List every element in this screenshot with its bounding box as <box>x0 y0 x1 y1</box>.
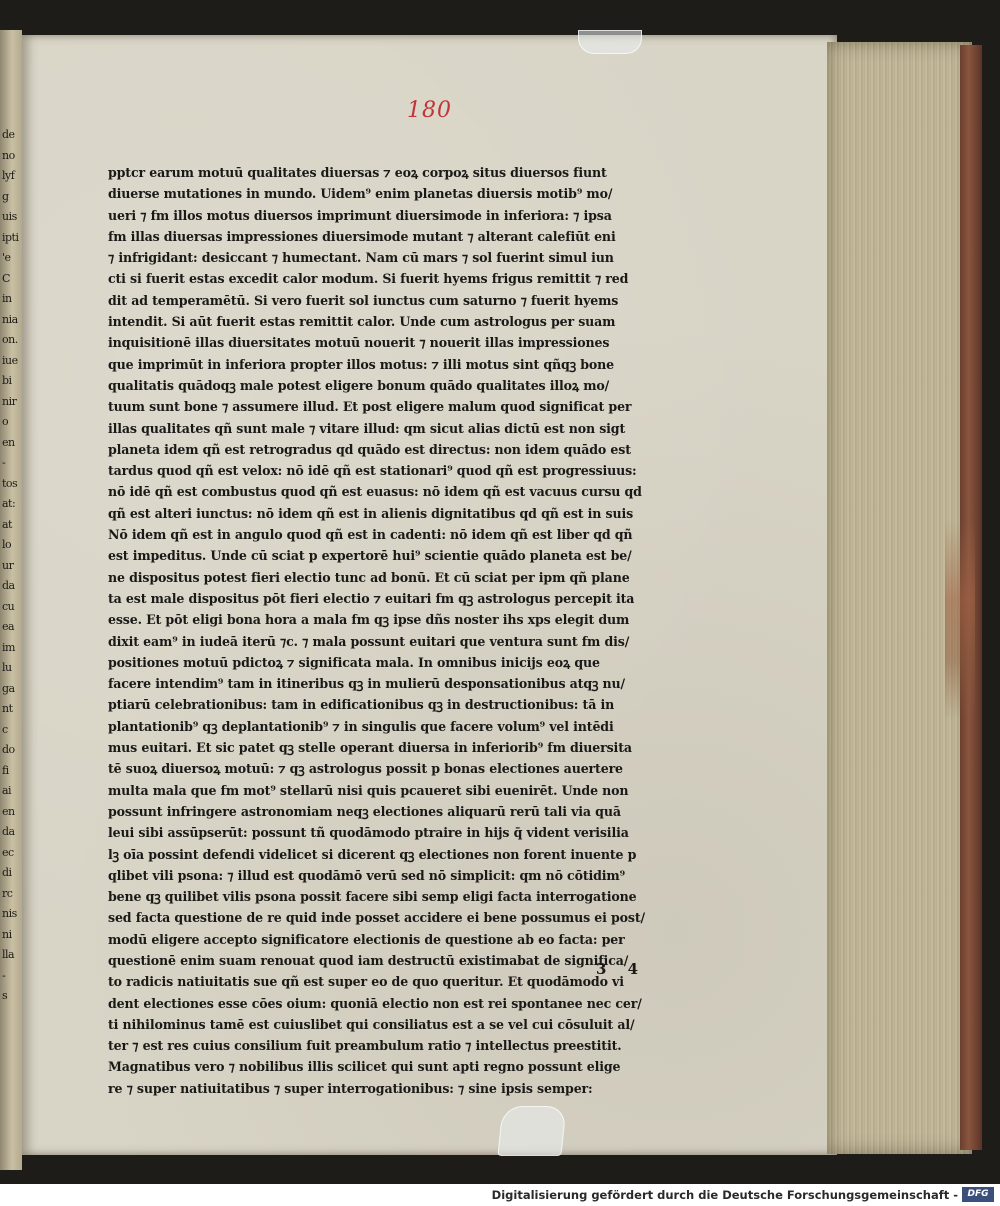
text-line: positiones motuū pdictoꝝ ⁊ significata mala. In omnibus inicijs eoꝝ que <box>108 654 600 670</box>
left-page-edge-text: de no lyf g uis ipti 'e C in nia on. iue bi nir o en - tos at: at lo ur da cu ea im lu ga nt c do fi ai en da ec di rc nis ni lla - s <box>2 128 19 1002</box>
text-line: nō idē qñ est combustus quod qñ est euasus: nō idem qñ est vacuus cursu qd <box>108 484 642 500</box>
text-line: pptcr earum motuū qualitates diuersas ⁊ eoꝝ corpoꝝ situs diuersos fiunt <box>108 165 607 180</box>
text-line: ter ⁊ est res cuius consilium fuit preambulum ratio ⁊ intellectus preestitit. <box>108 1038 622 1054</box>
text-line: qualitatis quādoqꝫ male potest eligere bonum quādo qualitates illoꝝ mo/ <box>108 377 610 393</box>
text-line: inquisitionē illas diuersitates motuū nouerit ⁊ nouerit illas impressiones <box>108 335 610 351</box>
text-line: diuerse mutationes in mundo. Uidem⁹ enim planetas diuersis motib⁹ mo/ <box>108 186 613 202</box>
text-line: tē suoꝝ diuersoꝝ motuū: ⁊ qꝫ astrologus possit p bonas electiones auertere <box>108 761 623 777</box>
text-line: qñ est alteri iunctus: nō idem qñ est in alienis dignitatibus qd qñ est in suis <box>108 505 634 521</box>
text-line: ptiarū celebrationibus: tam in edificationibus qꝫ in destructionibus: tā in <box>108 697 615 713</box>
text-line: cti si fuerit estas excedit calor modum. Si fuerit hyems frigus remittit ⁊ red <box>108 271 629 287</box>
text-line: plantationib⁹ qꝫ deplantationib⁹ ⁊ in singulis que facere volum⁹ vel intēdi <box>108 718 614 734</box>
text-line: est impeditus. Unde cū sciat p expertorē hui⁹ scientie quādo planeta est be/ <box>108 548 632 564</box>
dfg-logo: DFG <box>962 1187 994 1202</box>
text-line: ueri ⁊ fm illos motus diuersos imprimunt diuersimode in inferiora: ⁊ ipsa <box>108 207 612 223</box>
right-page <box>22 35 837 1155</box>
text-line: bene qꝫ quilibet vilis psona possit facere sibi semp eligi facta interrogatione <box>108 889 637 905</box>
text-line: qlibet vili psona: ⁊ illud est quodāmō verū sed nō simplicit: qm nō cōtidim⁹ <box>108 867 625 883</box>
binding-wear <box>945 520 975 720</box>
text-line: dent electiones esse cōes oium: quoniā electio non est rei spontanee nec cer/ <box>108 995 642 1011</box>
text-line: tuum sunt bone ⁊ assumere illud. Et post eligere malum quod significat per <box>108 399 632 415</box>
text-line: ⁊ infrigidant: desiccant ⁊ humectant. Nam cū mars ⁊ sol fuerint simul iun <box>108 250 614 266</box>
text-line: possunt infringere astronomiam neqꝫ electiones aliquarū rerū tali via quā <box>108 803 621 819</box>
text-line: que imprimūt in inferiora propter illos motus: ⁊ illi motus sint qñqꝫ bone <box>108 356 614 372</box>
text-line: multa mala que fm mot⁹ stellarū nisi quis pcaueret sibi euenirēt. Unde non <box>108 782 629 798</box>
text-line: facere intendim⁹ tam in itineribus qꝫ in mulierū desponsationibus atqꝫ nu/ <box>108 676 625 692</box>
left-page-edge <box>0 30 22 1170</box>
text-line: questionē enim suam renouat quod iam destructū existimabat de significa/ <box>108 952 629 968</box>
text-line: esse. Et pōt eligi bona hora a mala fm qꝫ ipse dñs noster ihs xps elegit dum <box>108 612 630 628</box>
text-line: fm illas diuersas impressiones diuersimode mutant ⁊ alterant calefiūt eni <box>108 228 616 244</box>
page-clip-bottom <box>497 1106 566 1156</box>
text-block <box>108 162 668 1099</box>
text-line: ta est male dispositus pōt fieri electio ⁊ euitari fm qꝫ astrologus percepit ita <box>108 590 635 606</box>
text-line: tardus quod qñ est velox: nō idē qñ est stationari⁹ quod qñ est progressiuus: <box>108 463 637 479</box>
text-line: modū eligere accepto significatore electionis de questione ab eo facta: per <box>108 931 625 947</box>
text-line: illas qualitates qñ sunt male ⁊ vitare illud: qm sicut alias dictū est non sigt <box>108 420 626 436</box>
folio-number: 180 <box>407 98 452 123</box>
text-line: planeta idem qñ est retrogradus qd quādo est directus: non idem quādo est <box>108 441 631 457</box>
text-line: dit ad temperamētū. Si vero fuerit sol iunctus cum saturno ⁊ fuerit hyems <box>108 292 619 308</box>
text-line: lꝫ oīa possint defendi videlicet si dicerent qꝫ electiones non forent inuente p <box>108 846 637 862</box>
text-line: sed facta questione de re quid inde posset accidere ei bene possumus ei post/ <box>108 910 645 926</box>
text-line: ti nihilominus tamē est cuiuslibet qui consiliatus est a se vel cui cōsuluit al/ <box>108 1016 635 1032</box>
text-line: Magnatibus vero ⁊ nobilibus illis scilicet qui sunt apti regno possunt elige <box>108 1059 621 1075</box>
text-line: to radicis natiuitatis sue qñ est super eo de quo queritur. Et quodāmodo vi <box>108 974 624 990</box>
text-line: Nō idem qñ est in angulo quod qñ est in cadenti: nō idem qñ est liber qd qñ <box>108 527 633 543</box>
text-line: intendit. Si aūt fuerit estas remittit calor. Unde cum astrologus per suam <box>108 314 616 330</box>
signature-mark: 3 4 <box>596 960 647 978</box>
text-line: re ⁊ super natiuitatibus ⁊ super interrogationibus: ⁊ sine ipsis semper: <box>108 1080 593 1096</box>
footer-credit: Digitalisierung gefördert durch die Deutsche Forschungsgemeinschaft - <box>491 1188 958 1202</box>
text-line: mus euitari. Et sic patet qꝫ stelle operant diuersa in inferiorib⁹ fm diuersita <box>108 740 632 756</box>
text-line: dixit eam⁹ in iudeā iterū ⁊c. ⁊ mala possunt euitari que ventura sunt fm dis/ <box>108 633 630 649</box>
text-line: leui sibi assūpserūt: possunt tñ quodāmodo ptraire in hijs q̄ vident verisilia <box>108 825 629 841</box>
footer-bar <box>0 1184 1000 1206</box>
page-clip-top <box>578 30 642 54</box>
text-line: ne dispositus potest fieri electio tunc ad bonū. Et cū sciat per ipm qñ plane <box>108 569 630 585</box>
